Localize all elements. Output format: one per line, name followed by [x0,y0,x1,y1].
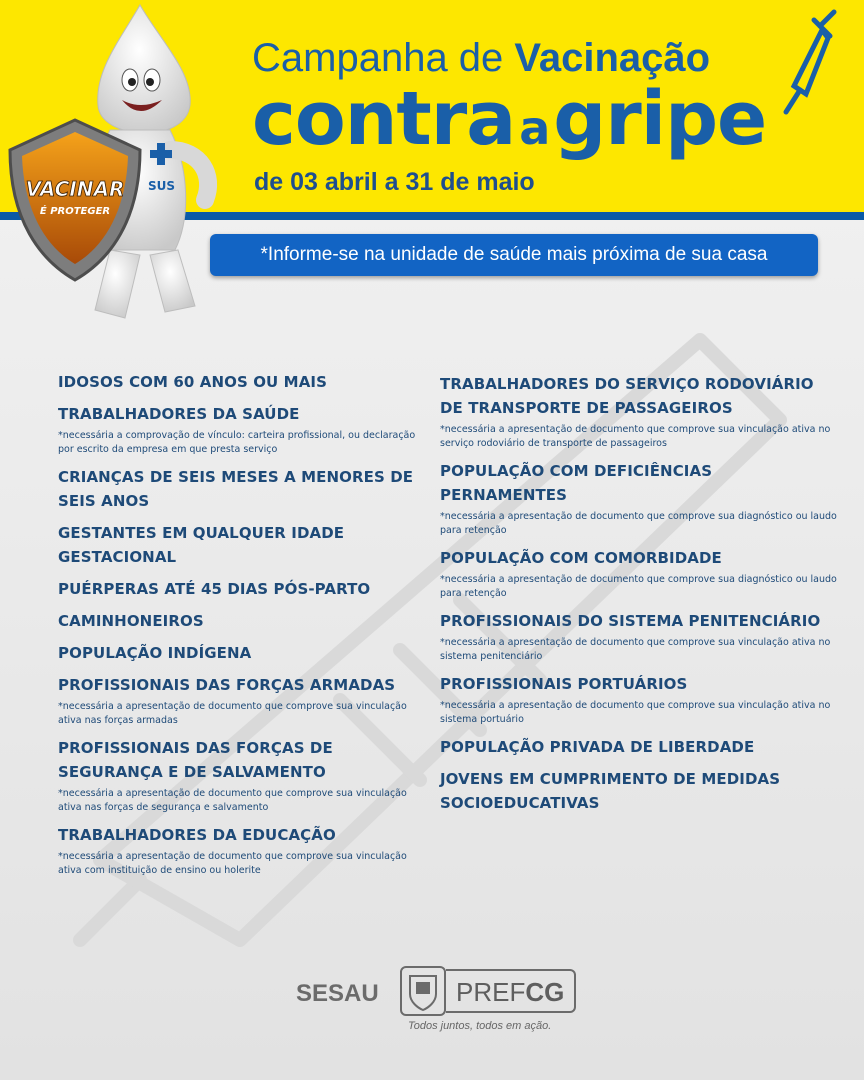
group-note: *necessária a apresentação de documento que comprove sua vinculação ativa no sistema penitenciário [440,637,831,662]
svg-text:SUS: SUS [148,179,176,193]
group-title: CRIANÇAS DE SEIS MESES A MENORES DE SEIS ANOS [58,468,414,510]
group-item [58,823,428,878]
group-title: JOVENS EM CUMPRIMENTO DE MEDIDAS SOCIOEDUCATIVAS [440,770,781,812]
syringe-icon [780,8,840,118]
svg-text:É PROTEGER: É PROTEGER [39,206,111,217]
group-title: POPULAÇÃO PRIVADA DE LIBERDADE [440,738,755,756]
group-item [58,673,428,728]
group-item [58,577,428,601]
group-item [440,735,840,759]
campaign-title: Campanha de Vacinação [252,36,711,80]
svg-text:VACINAR: VACINAR [25,177,125,201]
group-title: TRABALHADORES DA SAÚDE [58,405,300,423]
slogan: Todos juntos, todos em ação. [408,1020,552,1032]
group-item [58,402,428,457]
group-title: POPULAÇÃO COM DEFICIÊNCIAS PERNAMENTES [440,462,713,504]
group-title: TRABALHADORES DA EDUCAÇÃO [58,826,336,844]
right-groups-column [440,372,840,823]
group-title: IDOSOS COM 60 ANOS OU MAIS [58,373,327,391]
info-banner: *Informe-se na unidade de saúde mais próxima de sua casa [210,234,818,276]
group-note: *necessária a apresentação de documento que comprove sua vinculação ativa com instituição de ensino ou holerite [58,851,407,876]
group-item [440,672,840,727]
group-note: *necessária a apresentação de documento que comprove sua vinculação ativa nas forças armadas [58,701,407,726]
group-note: *necessária a apresentação de documento que comprove sua vinculação ativa nas forças de segurança e salvamento [58,788,407,813]
group-item [440,546,840,601]
group-title: PUÉRPERAS ATÉ 45 DIAS PÓS-PARTO [58,580,371,598]
city-crest-icon [400,966,446,1016]
group-title: POPULAÇÃO COM COMORBIDADE [440,549,722,567]
group-item [440,459,840,538]
group-title: GESTANTES EM QUALQUER IDADE GESTACIONAL [58,524,345,566]
group-note: *necessária a apresentação de documento que comprove sua vinculação ativa no serviço rodoviário de transporte de passageiros [440,424,831,449]
campaign-dates: de 03 abril a 31 de maio [254,168,535,196]
prefcg-logo: PREFCG [446,969,576,1013]
group-item [58,736,428,815]
group-title: TRABALHADORES DO SERVIÇO RODOVIÁRIO DE TRANSPORTE DE PASSAGEIROS [440,375,814,417]
group-title: PROFISSIONAIS DAS FORÇAS ARMADAS [58,676,396,694]
group-item [58,370,428,394]
group-title: PROFISSIONAIS DAS FORÇAS DE SEGURANÇA E DE SALVAMENTO [58,739,333,781]
mascot-drop [0,0,250,330]
group-title: PROFISSIONAIS DO SISTEMA PENITENCIÁRIO [440,612,821,630]
group-item [58,465,428,513]
group-item [58,641,428,665]
left-groups-column [58,370,428,886]
group-note: *necessária a apresentação de documento que comprove sua diagnóstico ou laudo para retenção [440,511,837,536]
group-item [58,609,428,633]
group-title: PROFISSIONAIS PORTUÁRIOS [440,675,688,693]
sesau-logo: SESAU [296,980,379,1007]
group-item [440,767,840,815]
group-item [440,372,840,451]
group-note: *necessária a apresentação de documento que comprove sua diagnóstico ou laudo para retenção [440,574,837,599]
group-item [58,521,428,569]
group-title: POPULAÇÃO INDÍGENA [58,644,252,662]
group-title: CAMINHONEIROS [58,612,204,630]
campaign-headline: contraagripe [252,76,767,162]
group-note: *necessária a apresentação de documento que comprove sua vinculação ativa no sistema portuário [440,700,831,725]
group-note: *necessária a comprovação de vínculo: carteira profissional, ou declaração por escrito da empresa em que presta serviço [58,430,416,455]
group-item [440,609,840,664]
